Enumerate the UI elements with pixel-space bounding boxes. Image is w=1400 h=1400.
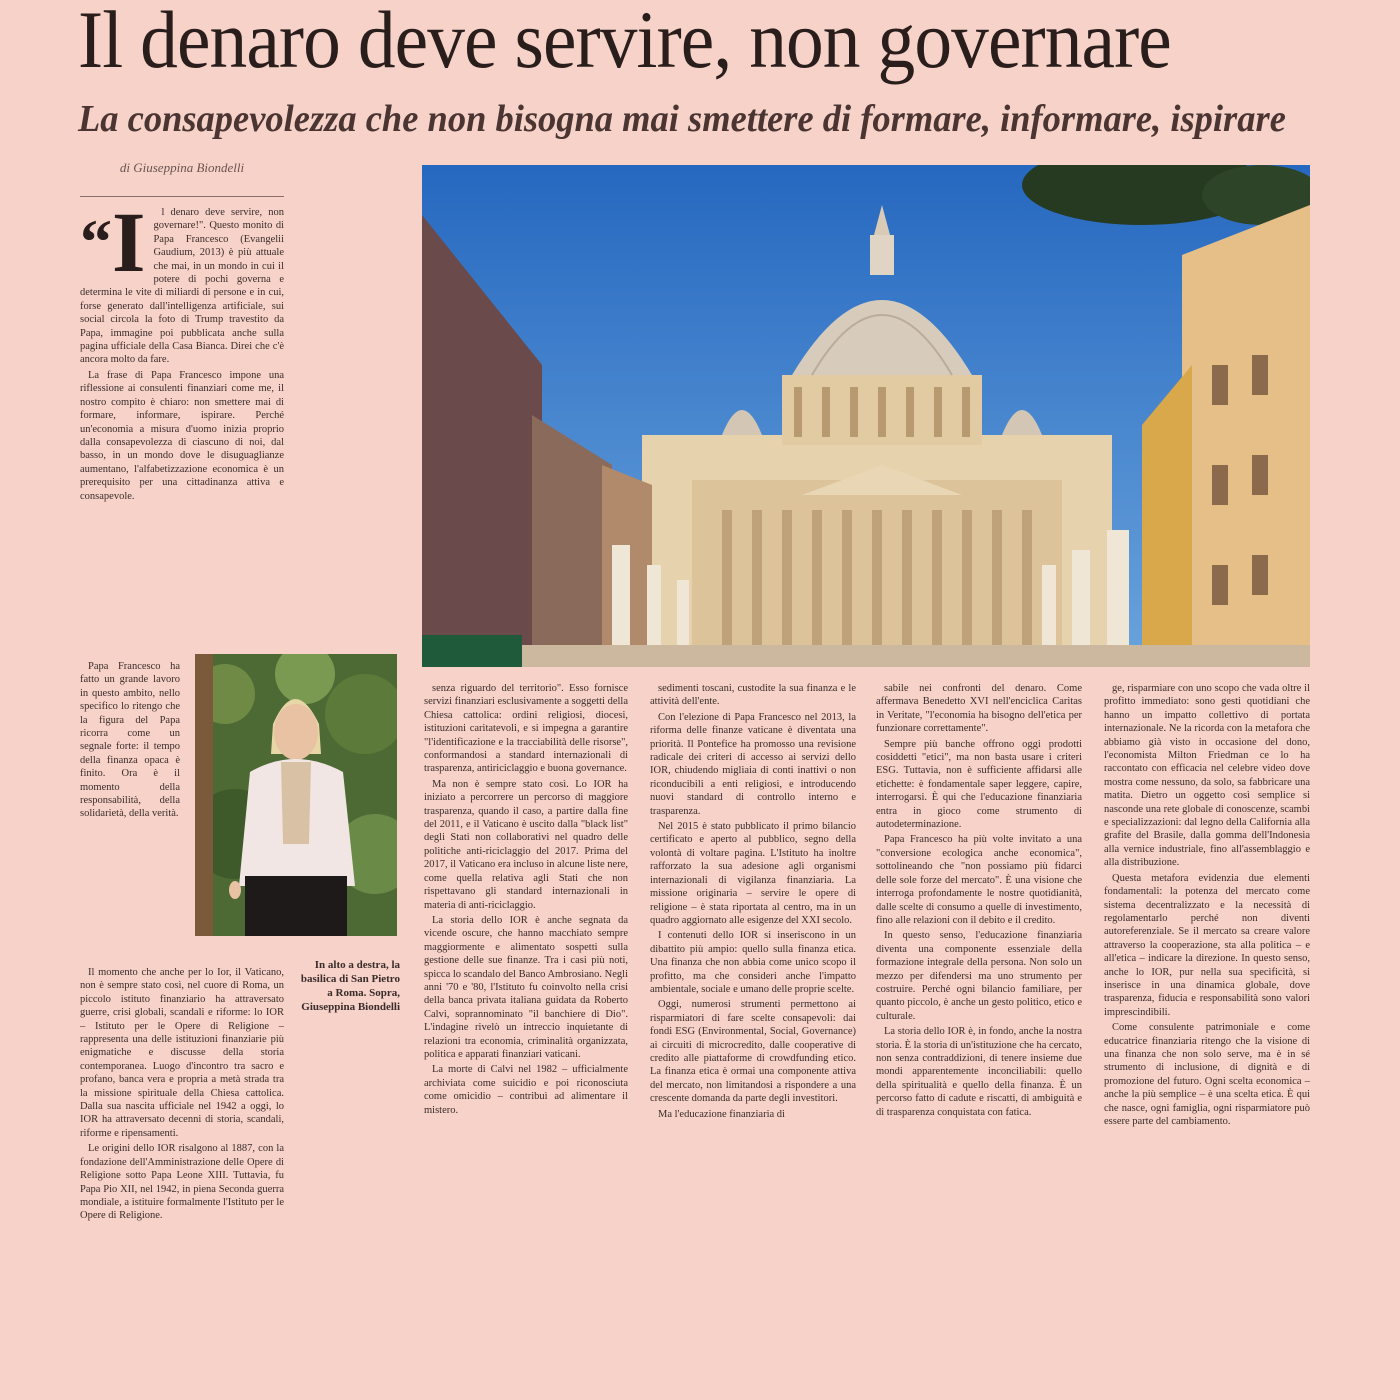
- paragraph: ge, risparmiare con uno scopo che vada oltre il profitto immediato: sono gesti quotidiani che hanno un impatto collettivo di portata internazionale. Ne la ricorda con la metafora che abbiamo già visto in occasione del dono, l'economista Milton Friedman ce lo ha raccontato con efficacia nel celebre video dove mostra come nessuno, da solo, sa fabbricare una matita. Dietro un oggetto così semplice si nasconde una rete globale di conoscenze, scambi e specializzazioni: dal legno della California alla grafite del Brasile, dalla gomma dell'Indonesia alla vernice industriale, fino all'assemblaggio e alla distribuzione.: [1104, 683, 1310, 869]
- article-column-1: [80, 206, 284, 652]
- paragraph: Sempre più banche offrono oggi prodotti cosiddetti "etici", ma non basta usare i criteri ESG. Tuttavia, non è sufficiente affidarsi alle etichette: è fondamentale saper leggere, capire, interrogarsi. È qui che l'educazione finanziaria entra in gioco come strumento di autodeterminazione.: [876, 738, 1082, 831]
- article-column-3: [650, 682, 856, 1400]
- basilica-photo: [422, 165, 1310, 667]
- paragraph: sedimenti toscani, custodite la sua finanza e le attività dell'ente.: [650, 683, 856, 708]
- paragraph: Ma non è sempre stato così. Lo IOR ha iniziato a percorrere un percorso di maggiore trasparenza, quando il caso, a partire dalla fine del 2011, e il Vaticano è uscito dalla "black list" degli Stati non collaborativi nel quadro delle politiche anti-riciclaggio del 2017. Prima del 2017, il Vaticano era incluso in alcune liste nere, come quella relativa agli Stati che non rispettavano gli standard internazionali in materia di anti-riciclaggio.: [424, 778, 628, 911]
- subheadline: La consapevolezza che non bisogna mai smettere di formare, informare, ispirare: [78, 98, 1286, 140]
- paragraph: Nel 2015 è stato pubblicato il primo bilancio certificato e aperto al pubblico, segno della volontà di voltare pagina. L'Istituto ha inoltre rafforzato la sua adesione agli organismi internazionali di vigilanza finanziaria. La missione originaria – servire le opere di religione – è stata riportata al centro, ma in un quadro aggiornato alle esigenze del XXI secolo.: [650, 821, 856, 926]
- article-column-1-lower: [80, 966, 284, 1400]
- paragraph: Il momento che anche per lo Ior, il Vaticano, non è sempre stato così, nel cuore di Roma, un piccolo istituto finanziario ha attraversato guerre, crisi globali, scandali e riforme: lo IOR – Istituto per le Opere di Religione – rappresenta una delle istituzioni finanziarie più enigmatiche e discusse della storia contemporanea. Luogo d'incontro tra sacro e profano, banca vera e propria a metà strada tra la missione spirituale della Chiesa cattolica. Dalla sua nascita ufficiale nel 1942 a oggi, lo IOR ha attraversato decenni di storia, scandali, riforme e ripensamenti.: [80, 967, 284, 1139]
- paragraph: Le origini dello IOR risalgono al 1887, con la fondazione dell'Amministrazione delle Opere di Religione sotto Papa Leone XIII. Tuttavia, fu Papa Pio XII, nel 1942, in piena Seconda guerra mondiale, a istituire formalmente l'Istituto per le Opere di Religione.: [80, 1143, 284, 1222]
- paragraph: Papa Francesco ha più volte invitato a una "conversione ecologica anche economica", sottolineando che "non possiamo più fidarci delle sole forze del mercato". È una visione che interroga profondamente le nostre quotidianità, dalle scelte di consumo a quelle di investimento, fino alle relazioni con il debito e il credito.: [876, 834, 1082, 926]
- paragraph: La frase di Papa Francesco impone una riflessione ai consulenti finanziari come me, il nostro compito è chiaro: non smettere mai di formare, informare, ispirare. Perché un'economia a misura d'uomo inizia proprio dalla consapevolezza di ciascuno di noi, dal basso, in un mondo dove le disuguaglianze aumentano, l'alfabetizzazione economica è un prerequisito per una cittadinanza attiva e consapevole.: [80, 369, 284, 502]
- paragraph: Ma l'educazione finanziaria di: [658, 1108, 785, 1120]
- paragraph: La storia dello IOR è, in fondo, anche la nostra storia. È la storia di un'istituzione che ha cercato, non senza contraddizioni, di tenere insieme due mondi apparentemente inconciliabili: quello della spiritualità e quello della finanza. È un percorso fatto di cadute e riscatti, di ambiguità e di trasparenza conquistata con fatica.: [876, 1026, 1082, 1118]
- article-column-4: [876, 682, 1082, 1400]
- paragraph: I contenuti dello IOR si inseriscono in un dibattito più ampio: quello sulla finanza etica. Una finanza che non abbia come unico scopo il profitto, ma che consideri anche l'impatto ambientale, sociale e umano delle proprie scelte.: [650, 930, 856, 995]
- paragraph: In questo senso, l'educazione finanziaria diventa una componente essenziale della formazione integrale della persona. Non solo un mezzo per difendersi ma uno strumento per costruire. Perché ogni bilancio familiare, per quanto piccolo, è anche un gesto politico, etico e culturale.: [876, 930, 1082, 1022]
- portrait-photo: [195, 654, 397, 936]
- byline-text: di Giuseppina Biondelli: [119, 160, 245, 175]
- article-column-1-narrow: [80, 660, 180, 952]
- photo-caption: In alto a destra, la basilica di San Pietro a Roma. Sopra, Giuseppina Biondelli: [300, 959, 400, 1013]
- paragraph: Come consulente patrimoniale e come educatrice finanziaria ritengo che la visione di una finanza che non solo serve, ma è in sé strumento di inclusione, di dignità e di promozione del futuro. Ogni scelta economica – anche la più semplice – è una scelta etica. È qui che nasce, ogni famiglia, ogni risparmiatore può essere parte del cambiamento.: [1104, 1022, 1310, 1127]
- paragraph: l denaro deve servire, non governare!". Questo monito di Papa Francesco (Evangelii Gaudium, 2013) è più attuale che mai, in un mondo in cui il potere di pochi governa e determina le vite di miliardi di persone e in cui, forse generato dall'intelligenza artificiale, sui social circola la foto di Trump travestito da Papa, immagine poi pubblicata anche sulla pagina ufficiale della Casa Bianca. Direi che c'è ancora molto da fare.: [80, 207, 284, 366]
- headline: Il denaro deve servire, non governare: [78, 0, 1171, 85]
- paragraph: sabile nei confronti del denaro. Come affermava Benedetto XVI nell'enciclica Caritas in Veritate, "l'economia ha bisogno dell'etica per funzionare correttamente".: [876, 683, 1082, 735]
- paragraph: Papa Francesco ha fatto un grande lavoro in questo ambito, nello specifico lo ritengo che la figura del Papa ricorra come un segnale forte: il tempo della finanza opaca è finito. Ora è il momento della responsabilità, della solidarietà, della verità.: [80, 661, 180, 820]
- paragraph: La morte di Calvi nel 1982 – ufficialmente archiviata come suicidio e poi riconosciuta come omicidio – contribuì ad alimentare il mistero.: [424, 1064, 628, 1116]
- paragraph: Questa metafora evidenzia due elementi fondamentali: la potenza del mercato come sistema decentralizzato e la necessità di regolamentarlo perché non diventi autoreferenziale. Se il mercato sa creare valore attraverso la cooperazione, sta alla politica – e all'etica – indicare la direzione. In questo senso, anche lo IOR, pur nella sua specificità, si inserisce in una dinamica globale, dove trasparenza, fiducia e responsabilità sono valori imprescindibili.: [1104, 872, 1310, 1018]
- paragraph: Oggi, numerosi strumenti permettono ai risparmiatori di fare scelte consapevoli: dai fondi ESG (Environmental, Social, Governance) ai circuiti di microcredito, dalle cooperative di credito alle piattaforme di crowdfunding etico. La finanza etica è ormai una componente attiva del mercato, non limitandosi a rispondere a una crescente domanda da parte degli investitori.: [650, 999, 856, 1105]
- paragraph: Con l'elezione di Papa Francesco nel 2013, la riforma delle finanze vaticane è diventata una priorità. Il Pontefice ha promosso una revisione radicale dei criteri di accesso ai servizi dello IOR, chiudendo migliaia di conti inattivi o non riconducibili a enti religiosi, e introducendo nuovi standard di controllo interno e trasparenza.: [650, 711, 856, 817]
- basilica-photo-image: [422, 165, 1310, 667]
- portrait-photo-image: [195, 654, 397, 936]
- paragraph: La storia dello IOR è anche segnata da vicende oscure, che hanno macchiato sempre maggiormente e alimentato sospetti sulla gestione delle sue finanze. Tra i casi più noti, spicca lo scandalo del Banco Ambrosiano. Negli anni '70 e '80, l'Istituto fu coinvolto nella crisi della banca privata italiana guidata da Roberto Calvi, soprannominato "il banchiere di Dio". L'indagine rivelò un intreccio inquietante di relazioni tra economia, criminalità organizzata, politica e apparati finanziari vaticani.: [424, 914, 628, 1060]
- dropcap: “I: [80, 206, 146, 290]
- byline: [80, 160, 284, 197]
- paragraph: senza riguardo del territorio". Esso fornisce servizi finanziari esclusivamente a soggetti della Chiesa cattolica: ordini religiosi, diocesi, istituzioni caritatevoli, e si impegna a garantire "l'identificazione e la tracciabilità delle risorse", conformandosi a standard internazionali di trasparenza, antiriciclaggio e buona governance.: [424, 683, 628, 775]
- article-column-5: [1104, 682, 1310, 1400]
- article-column-2: [424, 682, 628, 1400]
